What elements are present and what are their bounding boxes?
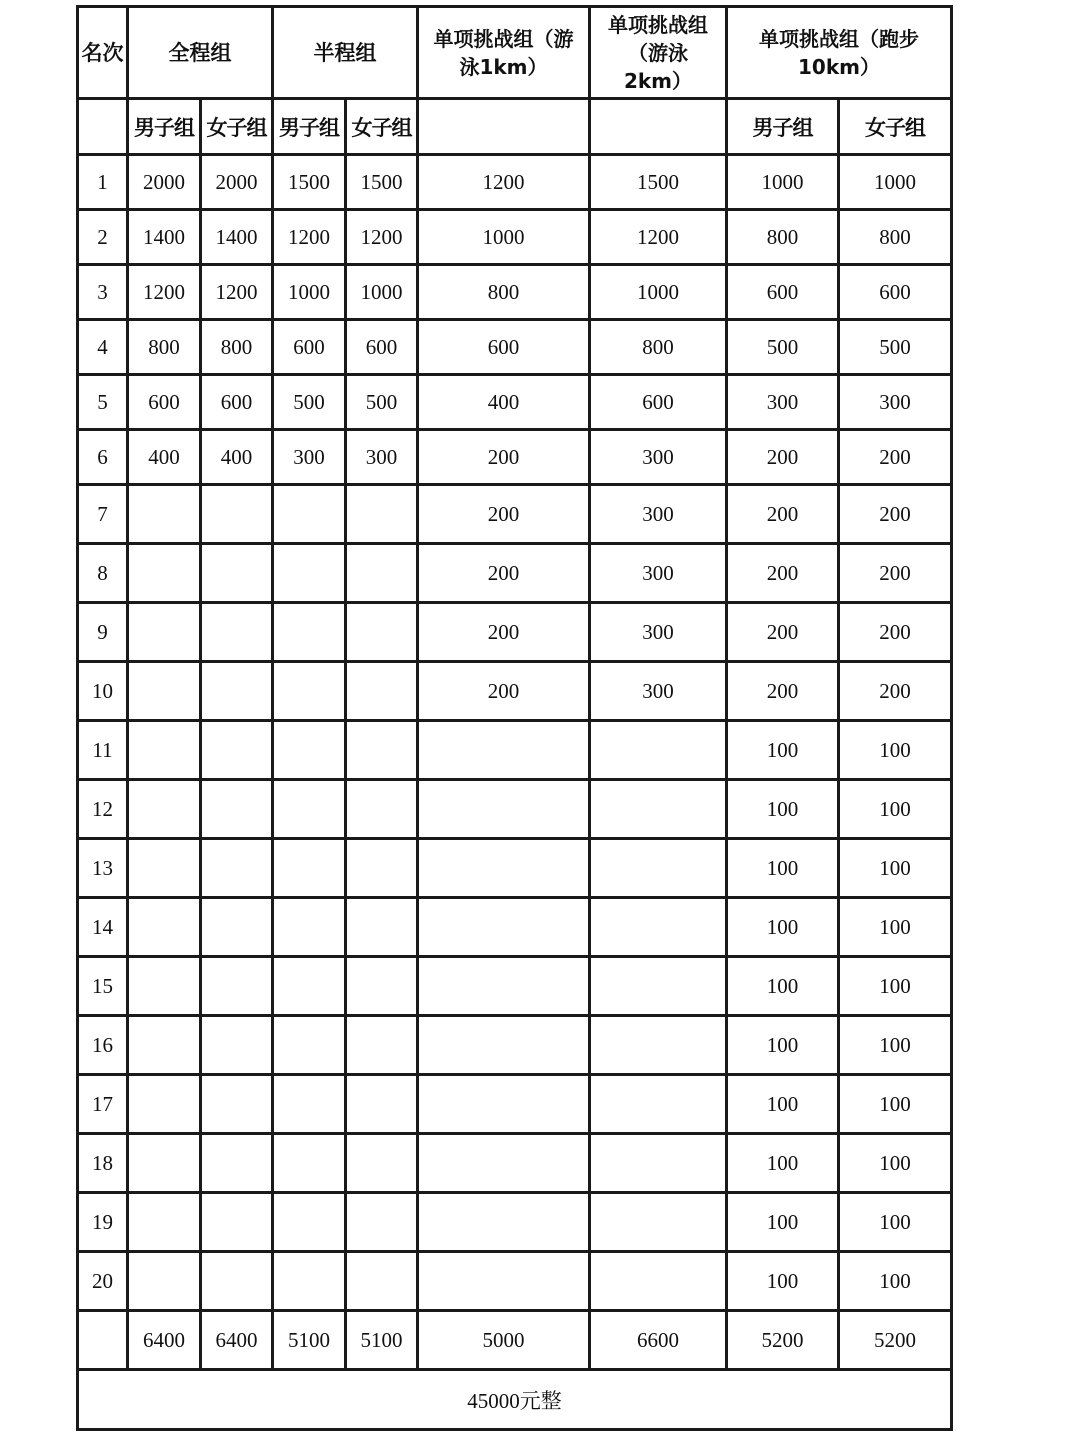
total-run-male-cell: 5200 xyxy=(727,1311,839,1370)
full-male-cell xyxy=(128,1075,201,1134)
total-half-male-cell: 5100 xyxy=(273,1311,346,1370)
half-female-cell xyxy=(346,1193,418,1252)
table-row xyxy=(78,780,952,839)
full-female-cell xyxy=(201,898,273,957)
half-female-cell xyxy=(346,544,418,603)
rank-cell: 4 xyxy=(78,320,128,375)
swim-2km-cell: 600 xyxy=(590,375,727,430)
rank-cell: 2 xyxy=(78,210,128,265)
subheader-row xyxy=(78,99,952,155)
half-female-cell xyxy=(346,957,418,1016)
table-row xyxy=(78,721,952,780)
table-row xyxy=(78,544,952,603)
table-row xyxy=(78,1134,952,1193)
full-male-cell xyxy=(128,780,201,839)
half-female-cell xyxy=(346,839,418,898)
run-male-cell: 200 xyxy=(727,544,839,603)
half-female-cell xyxy=(346,1134,418,1193)
run-female-cell: 100 xyxy=(839,1193,952,1252)
run-female-cell: 800 xyxy=(839,210,952,265)
run-female-cell: 100 xyxy=(839,1016,952,1075)
table-row xyxy=(78,1193,952,1252)
swim-1km-cell: 1000 xyxy=(418,210,590,265)
full-male-cell: 600 xyxy=(128,375,201,430)
table-row xyxy=(78,155,952,210)
run-female-cell: 100 xyxy=(839,780,952,839)
swim-2km-cell: 300 xyxy=(590,485,727,544)
swim-1km-cell xyxy=(418,898,590,957)
full-female-cell xyxy=(201,1134,273,1193)
run-female-cell: 100 xyxy=(839,898,952,957)
swim-1km-cell: 800 xyxy=(418,265,590,320)
table-row xyxy=(78,957,952,1016)
full-female-cell: 400 xyxy=(201,430,273,485)
rank-cell: 3 xyxy=(78,265,128,320)
swim-1km-cell xyxy=(418,1252,590,1311)
full-female-cell xyxy=(201,1075,273,1134)
swim-2km-cell: 300 xyxy=(590,430,727,485)
half-male-cell xyxy=(273,485,346,544)
total-rank-cell xyxy=(78,1311,128,1370)
rank-cell: 1 xyxy=(78,155,128,210)
run-male-cell: 600 xyxy=(727,265,839,320)
run-male-cell: 100 xyxy=(727,898,839,957)
rank-cell: 5 xyxy=(78,375,128,430)
rank-cell: 17 xyxy=(78,1075,128,1134)
rank-cell: 7 xyxy=(78,485,128,544)
run-male-cell: 100 xyxy=(727,721,839,780)
full-male-cell xyxy=(128,544,201,603)
rank-cell: 9 xyxy=(78,603,128,662)
run-male-cell: 100 xyxy=(727,1252,839,1311)
subheader-run-female: 女子组 xyxy=(839,99,952,155)
subheader-full-female: 女子组 xyxy=(201,99,273,155)
rank-cell: 8 xyxy=(78,544,128,603)
swim-2km-cell: 300 xyxy=(590,544,727,603)
swim-2km-cell: 1500 xyxy=(590,155,727,210)
swim-1km-cell: 200 xyxy=(418,603,590,662)
swim-1km-cell xyxy=(418,1134,590,1193)
half-male-cell: 1500 xyxy=(273,155,346,210)
table-row xyxy=(78,265,952,320)
run-male-cell: 200 xyxy=(727,430,839,485)
run-male-cell: 500 xyxy=(727,320,839,375)
total-swim-1km-cell: 5000 xyxy=(418,1311,590,1370)
half-female-cell xyxy=(346,898,418,957)
full-male-cell xyxy=(128,662,201,721)
swim-1km-cell: 200 xyxy=(418,485,590,544)
full-female-cell xyxy=(201,1252,273,1311)
half-female-cell: 1000 xyxy=(346,265,418,320)
rank-cell: 16 xyxy=(78,1016,128,1075)
full-male-cell: 2000 xyxy=(128,155,201,210)
run-male-cell: 100 xyxy=(727,839,839,898)
subheader-half-female: 女子组 xyxy=(346,99,418,155)
swim-1km-cell xyxy=(418,1075,590,1134)
totals-row xyxy=(78,1311,952,1370)
swim-2km-cell xyxy=(590,1075,727,1134)
rank-cell: 18 xyxy=(78,1134,128,1193)
half-female-cell: 600 xyxy=(346,320,418,375)
half-male-cell xyxy=(273,1075,346,1134)
table-row xyxy=(78,210,952,265)
full-female-cell xyxy=(201,1193,273,1252)
run-male-cell: 100 xyxy=(727,957,839,1016)
run-female-cell: 100 xyxy=(839,839,952,898)
swim-2km-cell: 300 xyxy=(590,603,727,662)
full-male-cell xyxy=(128,485,201,544)
run-female-cell: 100 xyxy=(839,1075,952,1134)
full-male-cell xyxy=(128,898,201,957)
full-male-cell: 800 xyxy=(128,320,201,375)
half-female-cell xyxy=(346,1075,418,1134)
half-male-cell xyxy=(273,1016,346,1075)
subheader-full-male: 男子组 xyxy=(128,99,201,155)
half-male-cell: 1200 xyxy=(273,210,346,265)
half-female-cell xyxy=(346,485,418,544)
run-male-cell: 100 xyxy=(727,1193,839,1252)
table-row xyxy=(78,1075,952,1134)
full-female-cell: 600 xyxy=(201,375,273,430)
swim-1km-cell: 200 xyxy=(418,544,590,603)
full-female-cell xyxy=(201,485,273,544)
half-female-cell xyxy=(346,662,418,721)
run-male-cell: 100 xyxy=(727,780,839,839)
full-female-cell: 2000 xyxy=(201,155,273,210)
subheader-half-male: 男子组 xyxy=(273,99,346,155)
table-row xyxy=(78,320,952,375)
rank-cell: 10 xyxy=(78,662,128,721)
header-swim-1km: 单项挑战组（游泳1km） xyxy=(418,7,590,99)
swim-2km-cell xyxy=(590,957,727,1016)
full-male-cell: 400 xyxy=(128,430,201,485)
half-female-cell: 1500 xyxy=(346,155,418,210)
total-half-female-cell: 5100 xyxy=(346,1311,418,1370)
header-rank: 名次 xyxy=(78,7,128,99)
full-female-cell xyxy=(201,780,273,839)
half-male-cell xyxy=(273,1134,346,1193)
grand-total-row xyxy=(78,1370,952,1430)
swim-1km-cell xyxy=(418,839,590,898)
swim-2km-cell: 1200 xyxy=(590,210,727,265)
half-male-cell xyxy=(273,780,346,839)
table-row xyxy=(78,430,952,485)
full-male-cell: 1400 xyxy=(128,210,201,265)
half-male-cell xyxy=(273,839,346,898)
swim-2km-cell: 300 xyxy=(590,662,727,721)
table-row xyxy=(78,1252,952,1311)
run-male-cell: 300 xyxy=(727,375,839,430)
run-female-cell: 100 xyxy=(839,1252,952,1311)
full-male-cell xyxy=(128,957,201,1016)
full-male-cell: 1200 xyxy=(128,265,201,320)
half-female-cell xyxy=(346,780,418,839)
total-swim-2km-cell: 6600 xyxy=(590,1311,727,1370)
prize-table xyxy=(76,5,953,1431)
run-female-cell: 100 xyxy=(839,957,952,1016)
total-full-female-cell: 6400 xyxy=(201,1311,273,1370)
rank-cell: 13 xyxy=(78,839,128,898)
run-female-cell: 1000 xyxy=(839,155,952,210)
swim-1km-cell xyxy=(418,721,590,780)
half-male-cell xyxy=(273,898,346,957)
half-male-cell: 1000 xyxy=(273,265,346,320)
subheader-empty xyxy=(418,99,590,155)
half-female-cell xyxy=(346,1016,418,1075)
table-row xyxy=(78,603,952,662)
run-female-cell: 300 xyxy=(839,375,952,430)
swim-1km-cell: 600 xyxy=(418,320,590,375)
half-male-cell: 600 xyxy=(273,320,346,375)
full-female-cell: 800 xyxy=(201,320,273,375)
run-female-cell: 500 xyxy=(839,320,952,375)
swim-1km-cell: 1200 xyxy=(418,155,590,210)
half-male-cell xyxy=(273,662,346,721)
rank-cell: 14 xyxy=(78,898,128,957)
run-female-cell: 200 xyxy=(839,662,952,721)
header-full: 全程组 xyxy=(128,7,273,99)
full-female-cell xyxy=(201,839,273,898)
full-female-cell: 1200 xyxy=(201,265,273,320)
full-male-cell xyxy=(128,721,201,780)
half-male-cell xyxy=(273,544,346,603)
half-male-cell xyxy=(273,721,346,780)
full-male-cell xyxy=(128,1134,201,1193)
run-male-cell: 200 xyxy=(727,662,839,721)
subheader-run-male: 男子组 xyxy=(727,99,839,155)
run-female-cell: 100 xyxy=(839,721,952,780)
header-half: 半程组 xyxy=(273,7,418,99)
swim-2km-cell xyxy=(590,1016,727,1075)
run-female-cell: 600 xyxy=(839,265,952,320)
full-female-cell: 1400 xyxy=(201,210,273,265)
rank-cell: 19 xyxy=(78,1193,128,1252)
half-female-cell xyxy=(346,721,418,780)
run-female-cell: 200 xyxy=(839,430,952,485)
header-row xyxy=(78,7,952,99)
swim-2km-cell xyxy=(590,898,727,957)
run-female-cell: 200 xyxy=(839,603,952,662)
full-female-cell xyxy=(201,662,273,721)
rank-cell: 11 xyxy=(78,721,128,780)
half-male-cell: 300 xyxy=(273,430,346,485)
swim-1km-cell xyxy=(418,1016,590,1075)
half-female-cell: 500 xyxy=(346,375,418,430)
total-full-male-cell: 6400 xyxy=(128,1311,201,1370)
run-male-cell: 100 xyxy=(727,1016,839,1075)
swim-2km-cell xyxy=(590,1252,727,1311)
swim-1km-cell xyxy=(418,1193,590,1252)
full-male-cell xyxy=(128,839,201,898)
half-female-cell xyxy=(346,603,418,662)
run-female-cell: 200 xyxy=(839,485,952,544)
subheader-empty xyxy=(590,99,727,155)
swim-2km-cell xyxy=(590,1134,727,1193)
half-female-cell xyxy=(346,1252,418,1311)
swim-1km-cell: 200 xyxy=(418,662,590,721)
full-male-cell xyxy=(128,603,201,662)
half-female-cell: 300 xyxy=(346,430,418,485)
swim-2km-cell xyxy=(590,839,727,898)
full-female-cell xyxy=(201,1016,273,1075)
full-male-cell xyxy=(128,1016,201,1075)
swim-2km-cell xyxy=(590,780,727,839)
table-row xyxy=(78,898,952,957)
rank-cell: 6 xyxy=(78,430,128,485)
half-male-cell xyxy=(273,1193,346,1252)
half-male-cell xyxy=(273,603,346,662)
rank-cell: 15 xyxy=(78,957,128,1016)
half-male-cell xyxy=(273,1252,346,1311)
half-male-cell: 500 xyxy=(273,375,346,430)
run-male-cell: 100 xyxy=(727,1075,839,1134)
full-female-cell xyxy=(201,603,273,662)
full-male-cell xyxy=(128,1193,201,1252)
run-female-cell: 100 xyxy=(839,1134,952,1193)
full-female-cell xyxy=(201,957,273,1016)
full-male-cell xyxy=(128,1252,201,1311)
swim-2km-cell: 800 xyxy=(590,320,727,375)
swim-1km-cell: 400 xyxy=(418,375,590,430)
run-male-cell: 1000 xyxy=(727,155,839,210)
full-female-cell xyxy=(201,721,273,780)
total-run-female-cell: 5200 xyxy=(839,1311,952,1370)
grand-total: 45000元整 xyxy=(78,1370,952,1430)
run-male-cell: 100 xyxy=(727,1134,839,1193)
swim-1km-cell xyxy=(418,780,590,839)
run-male-cell: 200 xyxy=(727,485,839,544)
header-run-10km: 单项挑战组（跑步10km） xyxy=(727,7,952,99)
table-row xyxy=(78,839,952,898)
half-male-cell xyxy=(273,957,346,1016)
swim-2km-cell: 1000 xyxy=(590,265,727,320)
full-female-cell xyxy=(201,544,273,603)
header-swim-2km: 单项挑战组（游泳2km） xyxy=(590,7,727,99)
rank-cell: 12 xyxy=(78,780,128,839)
table-row xyxy=(78,485,952,544)
subheader-empty xyxy=(78,99,128,155)
run-male-cell: 200 xyxy=(727,603,839,662)
half-female-cell: 1200 xyxy=(346,210,418,265)
swim-2km-cell xyxy=(590,721,727,780)
run-female-cell: 200 xyxy=(839,544,952,603)
table-row xyxy=(78,1016,952,1075)
swim-1km-cell: 200 xyxy=(418,430,590,485)
swim-1km-cell xyxy=(418,957,590,1016)
rank-cell: 20 xyxy=(78,1252,128,1311)
table-row xyxy=(78,375,952,430)
swim-2km-cell xyxy=(590,1193,727,1252)
run-male-cell: 800 xyxy=(727,210,839,265)
table-row xyxy=(78,662,952,721)
